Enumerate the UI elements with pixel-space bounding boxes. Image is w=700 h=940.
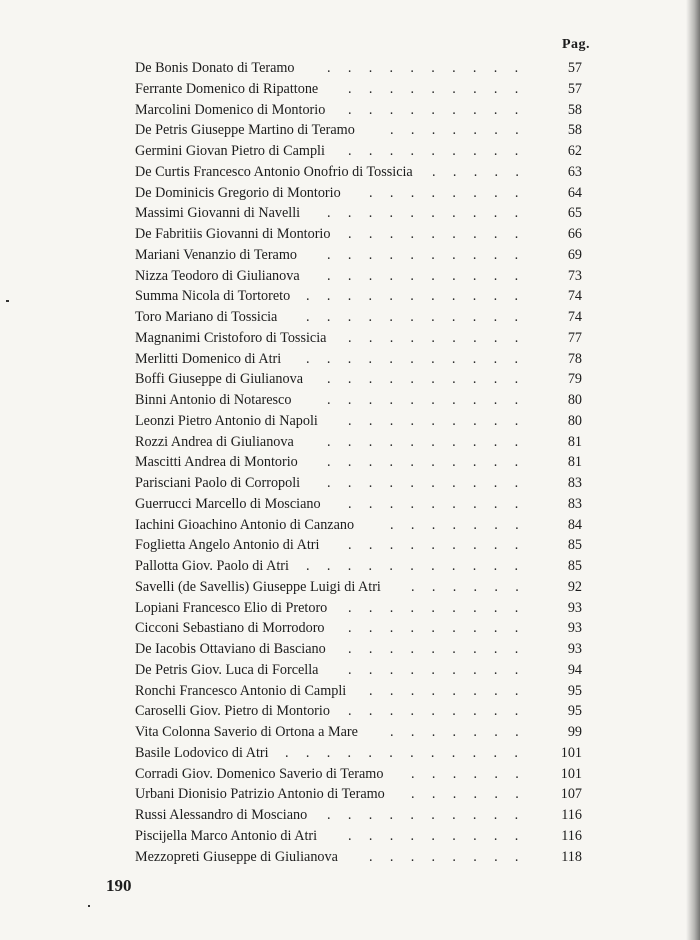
dot-leaders: ........: [369, 848, 536, 865]
index-entry: [135, 183, 585, 204]
entry-name: De Bonis Donato di Teramo: [135, 60, 295, 76]
entry-page: 93: [567, 599, 582, 616]
entry-page: 93: [567, 641, 582, 657]
index-entry: [135, 598, 585, 619]
page-edge-shadow: [686, 0, 700, 940]
dot-leaders: ..........: [327, 454, 536, 471]
entry-page: 64: [567, 184, 582, 201]
dot-leaders: .........: [348, 495, 536, 512]
entry-page: 94: [567, 661, 582, 678]
dot-leaders: ...........: [306, 558, 536, 574]
dot-leaders: ..........: [327, 60, 536, 76]
entry-page: 80: [567, 412, 582, 429]
index-entry: [135, 411, 585, 432]
entry-page: 58: [567, 122, 582, 139]
entry-name: De Curtis Francesco Antonio Onofrio di Tossicia: [135, 163, 413, 180]
entry-page: 62: [567, 143, 582, 159]
index-entry: [135, 79, 585, 100]
dot-leaders: ..........: [327, 392, 536, 408]
entry-name: Corradi Giov. Domenico Saverio di Teramo: [135, 765, 384, 782]
entry-name: De Dominicis Gregorio di Montorio: [135, 184, 341, 201]
entry-name: Ronchi Francesco Antonio di Campli: [135, 682, 347, 699]
entry-page: 95: [567, 703, 582, 720]
dot-leaders: .........: [348, 329, 536, 346]
dot-leaders: .........: [348, 827, 536, 844]
dot-leaders: .........: [348, 599, 536, 616]
entry-page: 107: [560, 786, 582, 803]
entry-name: Foglietta Angelo Antonio di Atri: [135, 537, 320, 554]
entry-page: 57: [567, 80, 582, 97]
index-entry: [135, 556, 585, 577]
index-entry: [135, 349, 585, 370]
entry-page: 58: [567, 101, 582, 118]
entry-name: Iachini Gioachino Antonio di Canzano: [135, 516, 355, 533]
entry-name: Summa Nicola di Tortoreto: [135, 288, 291, 305]
entry-name: Germini Giovan Pietro di Campli: [135, 143, 325, 159]
index-list: [135, 58, 585, 867]
dot-leaders: ......: [411, 765, 537, 782]
entry-page: 78: [567, 350, 582, 367]
index-entry: [135, 162, 585, 183]
dot-leaders: ............: [285, 744, 536, 761]
dot-leaders: .........: [348, 101, 536, 118]
entry-page: 65: [567, 205, 582, 222]
index-entry: [135, 618, 585, 639]
dot-leaders: .........: [348, 143, 536, 159]
entry-name: Pallotta Giov. Paolo di Atri: [135, 558, 289, 574]
entry-page: 81: [567, 454, 582, 471]
dot-leaders: .........: [348, 661, 536, 678]
entry-name: Leonzi Pietro Antonio di Napoli: [135, 412, 318, 429]
entry-page: 63: [567, 163, 582, 180]
entry-page: 116: [561, 807, 582, 823]
scan-speck: [6, 300, 9, 302]
index-entry: [135, 369, 585, 390]
entry-page: 66: [567, 226, 582, 242]
dot-leaders: ..........: [327, 807, 536, 823]
index-entry: [135, 452, 585, 473]
index-entry: [135, 639, 585, 660]
dot-leaders: ..........: [327, 475, 536, 491]
dot-leaders: ..........: [327, 205, 536, 222]
page-column-header: Pag.: [562, 37, 591, 52]
entry-page: 101: [560, 765, 582, 782]
entry-page: 83: [567, 475, 582, 491]
entry-page: 74: [567, 288, 582, 305]
dot-leaders: ..........: [327, 246, 536, 263]
entry-page: 73: [567, 267, 582, 284]
entry-name: Merlitti Domenico di Atri: [135, 350, 282, 367]
entry-name: Binni Antonio di Notaresco: [135, 392, 292, 408]
entry-page: 118: [561, 848, 582, 865]
entry-page: 81: [567, 433, 582, 450]
entry-name: De Fabritiis Giovanni di Montorio: [135, 226, 331, 242]
index-entry: [135, 473, 585, 494]
index-entry: [135, 203, 585, 224]
index-entry: [135, 245, 585, 266]
index-entry: [135, 701, 585, 722]
entry-name: Rozzi Andrea di Giulianova: [135, 433, 294, 450]
index-entry: [135, 805, 585, 826]
entry-name: Ferrante Domenico di Ripattone: [135, 80, 319, 97]
entry-name: Massimi Giovanni di Navelli: [135, 205, 301, 222]
index-entry: [135, 58, 585, 79]
dot-leaders: .........: [348, 620, 536, 637]
entry-name: De Iacobis Ottaviano di Basciano: [135, 641, 326, 657]
entry-name: Piscijella Marco Antonio di Atri: [135, 827, 318, 844]
entry-page: 79: [567, 371, 582, 388]
entry-name: Savelli (de Savellis) Giuseppe Luigi di Atri: [135, 578, 381, 595]
dot-leaders: .......: [390, 724, 536, 740]
entry-page: 95: [567, 682, 582, 699]
entry-name: Boffi Giuseppe di Giulianova: [135, 371, 303, 388]
dot-leaders: ..........: [327, 371, 536, 388]
index-entry: [135, 266, 585, 287]
entry-name: Russi Alessandro di Mosciano: [135, 807, 308, 823]
entry-page: 99: [567, 724, 582, 740]
entry-name: Basile Lodovico di Atri: [135, 744, 269, 761]
index-entry: [135, 764, 585, 785]
page-number: 190: [106, 876, 132, 895]
entry-page: 69: [567, 246, 582, 263]
entry-page: 85: [567, 537, 582, 554]
index-entry: [135, 141, 585, 162]
entry-page: 101: [560, 744, 582, 761]
dot-leaders: ...........: [306, 309, 536, 325]
entry-name: Mascitti Andrea di Montorio: [135, 454, 298, 471]
dot-leaders: .........: [348, 703, 536, 720]
dot-leaders: .........: [348, 412, 536, 429]
dot-leaders: ......: [411, 578, 537, 595]
entry-name: De Petris Giuseppe Martino di Teramo: [135, 122, 355, 139]
entry-page: 84: [567, 516, 582, 533]
index-entry: [135, 847, 585, 868]
entry-page: 93: [567, 620, 582, 637]
dot-leaders: ......: [411, 786, 537, 803]
entry-name: Nizza Teodoro di Giulianova: [135, 267, 300, 284]
index-entry: [135, 826, 585, 847]
entry-name: Marcolini Domenico di Montorio: [135, 101, 326, 118]
index-entry: [135, 722, 585, 743]
dot-leaders: ........: [369, 682, 536, 699]
dot-leaders: .........: [348, 537, 536, 554]
index-entry: [135, 328, 585, 349]
entry-name: Magnanimi Cristoforo di Tossicia: [135, 329, 327, 346]
index-entry: [135, 100, 585, 121]
entry-page: 74: [567, 309, 582, 325]
dot-leaders: .......: [390, 516, 536, 533]
dot-leaders: .........: [348, 641, 536, 657]
index-entry: [135, 681, 585, 702]
entry-name: Urbani Dionisio Patrizio Antonio di Teramo: [135, 786, 385, 803]
index-entry: [135, 515, 585, 536]
entry-name: Mariani Venanzio di Teramo: [135, 246, 297, 263]
entry-name: Caroselli Giov. Pietro di Montorio: [135, 703, 330, 720]
dot-leaders: ........: [369, 184, 536, 201]
dot-leaders: ..........: [327, 433, 536, 450]
dot-leaders: .........: [348, 226, 536, 242]
entry-page: 80: [567, 392, 582, 408]
entry-page: 92: [567, 578, 582, 595]
index-entry: [135, 432, 585, 453]
entry-page: 83: [567, 495, 582, 512]
index-entry: [135, 390, 585, 411]
entry-name: Vita Colonna Saverio di Ortona a Mare: [135, 724, 358, 740]
entry-page: 116: [561, 827, 582, 844]
entry-name: Parisciani Paolo di Corropoli: [135, 475, 301, 491]
entry-page: 57: [567, 60, 582, 76]
dot-leaders: ...........: [306, 350, 536, 367]
entry-name: Lopiani Francesco Elio di Pretoro: [135, 599, 328, 616]
index-entry: [135, 307, 585, 328]
index-entry: [135, 120, 585, 141]
index-entry: [135, 743, 585, 764]
dot-leaders: .......: [390, 122, 536, 139]
entry-name: Toro Mariano di Tossicia: [135, 309, 278, 325]
entry-name: Cicconi Sebastiano di Morrodoro: [135, 620, 325, 637]
dot-leaders: .........: [348, 80, 536, 97]
entry-name: De Petris Giov. Luca di Forcella: [135, 661, 319, 678]
index-entry: [135, 660, 585, 681]
index-entry: [135, 286, 585, 307]
dot-leaders: .....: [432, 163, 537, 180]
index-entry: [135, 577, 585, 598]
dot-leaders: ...........: [306, 288, 536, 305]
index-entry: [135, 224, 585, 245]
entry-page: 85: [567, 558, 582, 574]
index-entry: [135, 784, 585, 805]
dot-leaders: ..........: [327, 267, 536, 284]
entry-page: 77: [567, 329, 582, 346]
entry-name: Mezzopreti Giuseppe di Giulianova: [135, 848, 338, 865]
entry-name: Guerrucci Marcello di Mosciano: [135, 495, 321, 512]
index-entry: [135, 494, 585, 515]
index-entry: [135, 535, 585, 556]
scan-speck: [88, 905, 90, 907]
